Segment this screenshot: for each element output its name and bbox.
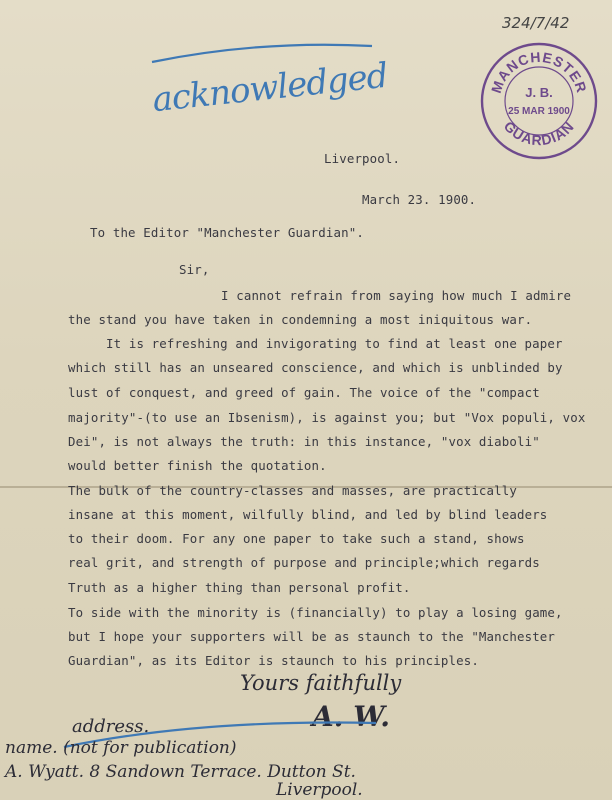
svg-text:GUARDIAN [501, 118, 578, 148]
guardian-received-stamp [478, 40, 600, 162]
acknowledged-text: acknowledged [150, 55, 390, 121]
body-line-14: To side with the minority is (financially) to play a losing game, [68, 605, 563, 620]
signature: A. W. [312, 700, 391, 733]
stamp-date: 25 MAR 1900 [508, 106, 570, 117]
body-line-8: would better finish the quotation. [68, 458, 327, 473]
body-line-16: Guardian", as its Editor is staunch to his principles. [68, 653, 479, 668]
note-address-label: address. [72, 716, 150, 737]
letter-addressee: To the Editor "Manchester Guardian". [90, 225, 364, 240]
body-line-15: but I hope your supporters will be as staunch to the "Manchester [68, 629, 556, 644]
stamp-initials: J. B. [525, 85, 553, 100]
letter-place: Liverpool. [324, 151, 401, 166]
body-line-2: the stand you have taken in condemning a most iniquitous war. [68, 312, 533, 327]
body-line-10: insane at this moment, wilfully blind, and led by blind leaders [68, 507, 548, 522]
body-line-5: lust of conquest, and greed of gain. The voice of the "compact [68, 385, 540, 400]
archive-reference: 324/7/42 [502, 14, 570, 32]
stamp-bottom-text: GUARDIAN [500, 117, 578, 149]
body-line-1: I cannot refrain from saying how much I admire [221, 288, 572, 303]
closing-handwritten: Yours faithfully [240, 671, 402, 695]
body-line-11: to their doom. For any one paper to take such a stand, shows [68, 531, 525, 546]
body-line-9: The bulk of the country-classes and masses, are practically [68, 483, 517, 498]
body-line-6: majority"-(to use an Ibsenism), is against you; but "Vox populi, vox [68, 410, 586, 425]
note-city: Liverpool. [276, 780, 363, 800]
body-line-12: real grit, and strength of purpose and principle;which regards [68, 555, 540, 570]
letter-salutation: Sir, [179, 262, 210, 277]
body-line-4: which still has an unseared conscience, and which is unblinded by [68, 360, 563, 375]
letter-date: March 23. 1900. [362, 192, 477, 207]
body-line-7: Dei", is not always the truth: in this instance, "vox diaboli" [68, 434, 540, 449]
stamp-top-text: MANCHESTER [487, 48, 591, 96]
body-line-13: Truth as a higher thing than personal profit. [68, 580, 411, 595]
note-name-line: name. (not for publication) [5, 738, 237, 758]
body-line-3: It is refreshing and invigorating to find at least one paper [106, 336, 563, 351]
note-sender-address: A. Wyatt. 8 Sandown Terrace. Dutton St. [5, 762, 356, 782]
